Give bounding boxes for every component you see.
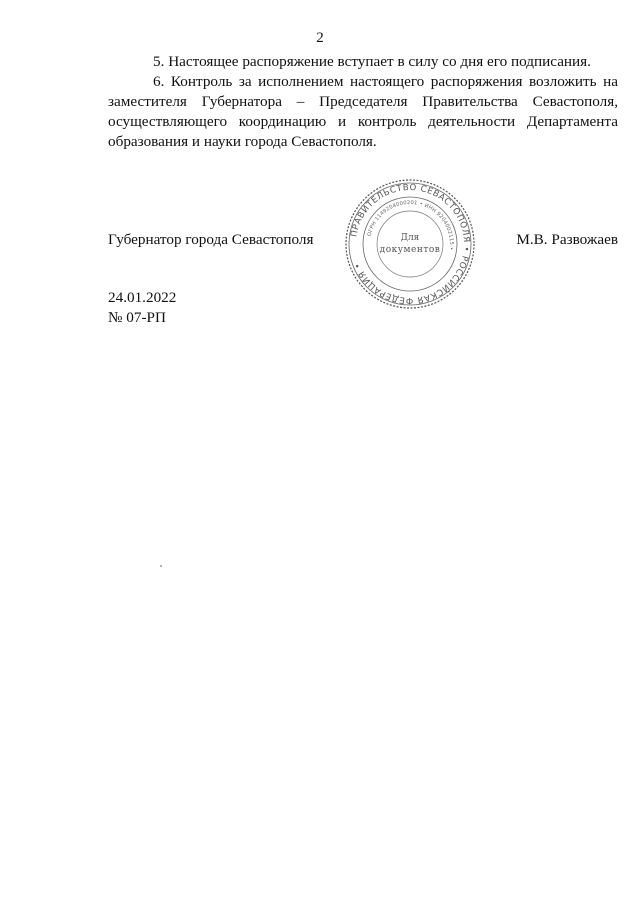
document-meta [108, 288, 176, 328]
seal-icon [344, 178, 476, 310]
document-date: 24.01.2022 [108, 289, 177, 306]
signer-name: М.В. Развожаев [516, 231, 618, 248]
paragraph-6: 6. Контроль за исполнением настоящего распоряжения возложить на заместителя Губернатора – Председателя Правительства Севастополя, осуществляющего координацию и контроль деятельности Департамента образования и науки города Севастополя. [108, 73, 618, 150]
seal-center-line1: Для [400, 233, 420, 243]
document-number: № 07-РП [108, 309, 166, 326]
signer-title: Губернатор города Севастополя [108, 231, 314, 248]
scan-speck [160, 565, 162, 567]
official-seal-stamp [344, 178, 476, 310]
seal-center-line2: документов [379, 245, 441, 255]
seal-inner-text: ОГРН 1149204000201 • ИНН 9204002115 • [366, 199, 455, 251]
page-number: 2 [316, 30, 324, 46]
paragraph-5: 5. Настоящее распоряжение вступает в силу со дня его подписания. [153, 53, 591, 70]
body-text [108, 52, 618, 152]
seal-outer-text: ПРАВИТЕЛЬСТВО СЕВАСТОПОЛЯ • РОССИЙСКАЯ ФЕДЕРАЦИЯ • [349, 182, 472, 306]
